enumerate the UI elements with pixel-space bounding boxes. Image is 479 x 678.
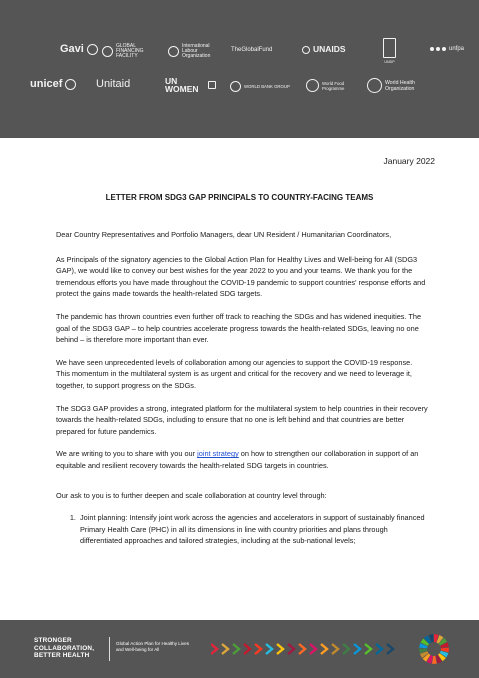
- logo-wfp: [306, 79, 352, 92]
- sdg-chevron-mark: [222, 644, 228, 654]
- sdg-chevron-mark: [376, 644, 382, 654]
- sdg-chevron-mark: [244, 644, 250, 654]
- ask-list: [56, 512, 428, 547]
- paragraph-2: The pandemic has thrown countries even further off track to reaching the SDGs and has widened inequities. The goal of the SDG3 GAP – to help countries accelerate progress towards the health-related SDGs, leaving no one behind – is therefore more important than ever.: [56, 311, 422, 345]
- strategy-paragraph: [56, 448, 428, 471]
- logo-unicef: [30, 79, 76, 90]
- wfp-emblem-icon: [306, 79, 319, 92]
- paragraph-4: The SDG3 GAP provides a strong, integrated platform for the multilateral system to help countries in their recovery towards the health-related SDGs, including to ensure that no one is left behind and that countries are better prepared for future pandemics.: [56, 403, 428, 436]
- strategy-text-before: We are writing to you to share with you our: [56, 449, 198, 459]
- logo-un-women-text: UN WOMEN: [165, 76, 199, 94]
- logo-wfp-text: World Food Programme: [322, 80, 345, 91]
- undp-emblem-icon: [383, 38, 396, 58]
- logo-ilo: [168, 44, 220, 59]
- red-ribbon-icon: [302, 46, 310, 54]
- sdg-chevron-mark: [255, 644, 261, 654]
- sdg-chevrons-icon: [211, 643, 411, 655]
- world-bank-globe-icon: [230, 81, 241, 92]
- logo-undp: [383, 38, 396, 65]
- sdg-chevron-mark: [354, 644, 360, 654]
- sdg-chevron-mark: [387, 644, 393, 654]
- paragraph-3: We have seen unprecedented levels of collaboration among our agencies to support the COVID-19 response. This momentum in the multilateral system is as urgent and critical for the recovery and we need to leverage it, together, to support progress on the SDGs.: [56, 357, 413, 390]
- gavi-emblem-icon: [87, 44, 98, 55]
- partner-logo-banner: [0, 0, 479, 138]
- sdg-chevron-mark: [310, 644, 316, 654]
- joint-strategy-link[interactable]: joint strategy: [197, 449, 239, 459]
- logo-unfpa-text: unfpa: [449, 46, 465, 52]
- footer-divider: [109, 637, 110, 661]
- sdg-chevron-mark: [288, 644, 294, 654]
- letter-body: [56, 229, 428, 547]
- logo-world-bank: [230, 81, 290, 92]
- sdg-chevron-mark: [365, 644, 371, 654]
- logo-unaids: [302, 45, 346, 54]
- unfpa-dots-icon: [430, 47, 446, 51]
- logo-unitaid: [96, 79, 130, 90]
- logo-unfpa: [430, 46, 464, 52]
- logo-un-women: [165, 77, 216, 93]
- sdg-chevron-mark: [332, 644, 338, 654]
- sdg-chevron-mark: [233, 644, 239, 654]
- logo-gff-text: GLOBAL FINANCING FACILITY: [116, 43, 144, 59]
- un-women-symbol-icon: [208, 81, 216, 89]
- ask-intro: Our ask to you is to further deepen and scale collaboration at country level through:: [56, 490, 327, 500]
- letter-date: January 2022: [383, 156, 435, 166]
- slogan-line-3: BETTER HEALTH: [34, 652, 90, 659]
- sdg-chevron-mark: [343, 644, 349, 654]
- logo-ilo-text: International Labour Organization: [182, 43, 211, 59]
- sdg-chevron-mark: [211, 644, 217, 654]
- logo-unicef-text: unicef: [30, 78, 63, 90]
- sdg-chevron-mark: [277, 644, 283, 654]
- sdg-chevron-mark: [266, 644, 272, 654]
- footer-slogan: [34, 637, 94, 660]
- ask-item-joint-planning: 1. Joint planning: Intensify joint work across the agencies and accelerators in support of sustainably financed Primary Health Care (PHC) in all its dimensions in line with country priorities and plans through differentiated approaches and tailored strategies, including at the sub-national levels;: [78, 512, 428, 547]
- unicef-emblem-icon: [65, 79, 76, 90]
- footer-gap-label: Global Action Plan for Healthy Lives and Well-being for All: [116, 641, 190, 652]
- logo-global-fund-text: TheGlobalFund: [231, 47, 273, 53]
- logo-gavi: [60, 44, 98, 55]
- sdg-wheel-icon: [418, 633, 450, 665]
- logo-unitaid-text: Unitaid: [96, 78, 131, 90]
- letter-title: LETTER FROM SDG3 GAP PRINCIPALS TO COUNTRY-FACING TEAMS: [105, 193, 374, 202]
- logo-who-text: World Health Organization: [385, 79, 415, 92]
- strategy-text-after: on how to strengthen our collaboration in support of an equitable and resilient recovery towards the health-related SDG targets in countries.: [56, 449, 419, 470]
- slogan-line-2: COLLABORATION,: [34, 644, 95, 652]
- logo-who: [367, 78, 425, 93]
- sdg-chevron-mark: [321, 644, 327, 654]
- logo-unaids-text: UNAIDS: [313, 44, 346, 54]
- logo-undp-text: UNDP: [384, 60, 395, 64]
- logo-world-bank-text: WORLD BANK GROUP: [244, 83, 290, 89]
- ilo-emblem-icon: [168, 46, 179, 57]
- logo-gavi-text: Gavi: [60, 43, 84, 55]
- salutation: Dear Country Representatives and Portfolio Managers, dear UN Resident / Humanitarian Coordinators,: [56, 230, 392, 239]
- paragraph-1: As Principals of the signatory agencies to the Global Action Plan for Healthy Lives and Well-being for All (SDG3 GAP), we would like to convey our best wishes for the year 2022 to you and your teams. We thank you for the tremendous efforts you have made throughout the COVID-19 pandemic to support countries' response efforts and protect the gains made towards the health-related SDG targets.: [56, 254, 426, 299]
- footer-banner: [0, 620, 479, 678]
- logo-global-fund: [231, 47, 272, 53]
- who-emblem-icon: [367, 78, 382, 93]
- slogan-line-1: STRONGER: [34, 637, 72, 644]
- logo-gff: [102, 44, 154, 59]
- gff-emblem-icon: [102, 46, 113, 57]
- sdg-chevron-mark: [299, 644, 305, 654]
